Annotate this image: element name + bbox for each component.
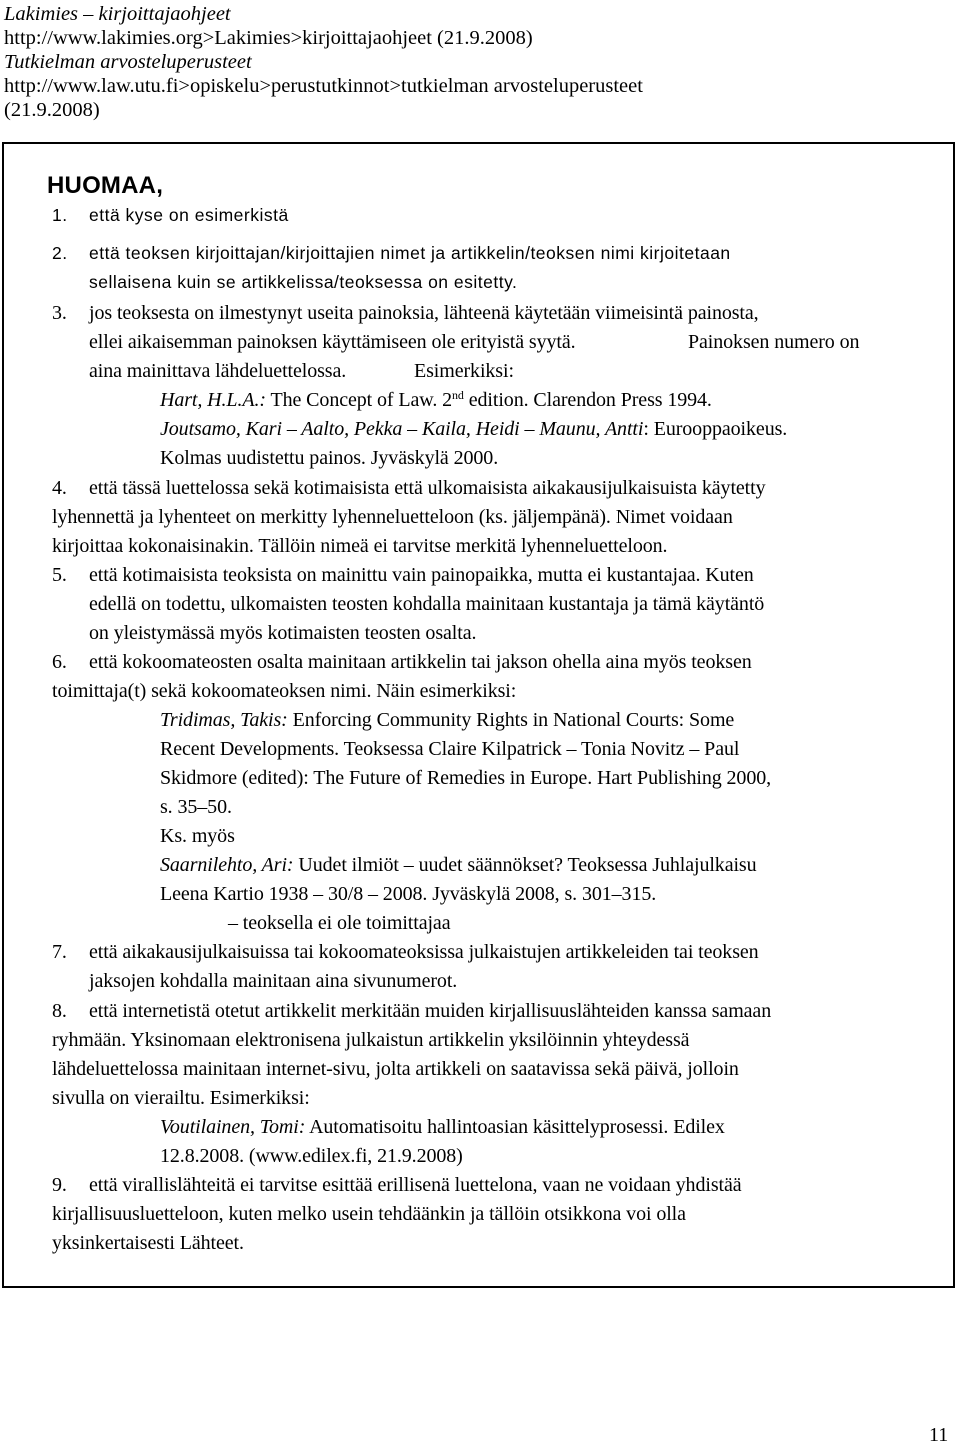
item-4-line-3: kirjoittaa kokonaisinakin. Tällöin nimeä ei tarvitse merkitä lyhenneluetteloon.	[52, 535, 668, 557]
item-number-5: 5.	[52, 564, 67, 586]
item-7-line-1: että aikakausijulkaisuissa tai kokoomateoksissa julkaistujen artikkeleiden tai teoksen	[89, 941, 759, 963]
example-tridimas: Tridimas, Takis: Enforcing Community Rights in National Courts: Some	[160, 709, 735, 731]
header-date: (21.9.2008)	[4, 99, 100, 121]
item-8-line-2: ryhmään. Yksinomaan elektronisena julkaistun artikkelin yksilöinnin yhteydessä	[52, 1029, 690, 1051]
page-number: 11	[929, 1424, 949, 1446]
example-voutilainen: Voutilainen, Tomi: Automatisoitu hallintoasian käsittelyprosessi. Edilex	[160, 1116, 725, 1138]
item-number-8: 8.	[52, 1000, 67, 1022]
see-also-label: Ks. myös	[160, 825, 235, 847]
item-4-line-1: että tässä luettelossa sekä kotimaisista että ulkomaisista aikakausijulkaisuista käytetty	[89, 477, 766, 499]
item-3-example-label: Esimerkiksi:	[414, 360, 514, 382]
item-2-line-1: että teoksen kirjoittajan/kirjoittajien nimet ja artikkelin/teoksen nimi kirjoitetaan	[89, 243, 731, 263]
item-3-line-2b: Painoksen numero on	[688, 331, 860, 353]
item-2-line-2: sellaisena kuin se artikkelissa/teoksessa on esitetty.	[89, 272, 518, 292]
header-journal-title: Lakimies – kirjoittajaohjeet	[4, 3, 231, 25]
item-3-line-3: aina mainittava lähdeluettelossa.	[89, 360, 347, 382]
item-number-6: 6.	[52, 651, 67, 673]
example-saarnilehto-line-2: Leena Kartio 1938 – 30/8 – 2008. Jyväskylä 2008, s. 301–315.	[160, 883, 657, 905]
item-3-line-2: ellei aikaisemman painoksen käyttämiseen ole erityistä syytä.	[89, 331, 576, 353]
item-1-text: että kyse on esimerkistä	[89, 205, 289, 225]
example-voutilainen-line-2: 12.8.2008. (www.edilex.fi, 21.9.2008)	[160, 1145, 463, 1167]
item-9-line-1: että virallislähteitä ei tarvitse esittää erillisenä luettelona, vaan ne voidaan yhdistää	[89, 1174, 742, 1196]
header-url-1: http://www.lakimies.org>Lakimies>kirjoittajaohjeet (21.9.2008)	[4, 27, 533, 49]
example-tridimas-line-4: s. 35–50.	[160, 796, 232, 818]
item-5-line-1: että kotimaisista teoksista on mainittu vain painopaikka, mutta ei kustantajaa. Kuten	[89, 564, 754, 586]
example-tridimas-line-2: Recent Developments. Teoksessa Claire Kilpatrick – Tonia Novitz – Paul	[160, 738, 740, 760]
item-number-3: 3.	[52, 302, 67, 324]
item-8-line-1: että internetistä otetut artikkelit merkitään muiden kirjallisuuslähteiden kanssa samaan	[89, 1000, 772, 1022]
item-3-line-1: jos teoksesta on ilmestynyt useita painoksia, lähteenä käytetään viimeisintä painosta,	[89, 302, 759, 324]
item-4-line-2: lyhennettä ja lyhenteet on merkitty lyhenneluetteloon (ks. jäljempänä). Nimet voidaan	[52, 506, 733, 528]
header-block	[4, 2, 944, 122]
item-5-line-2: edellä on todettu, ulkomaisten teosten kohdalla mainitaan kustantaja ja tämä käytäntö	[89, 593, 765, 615]
item-7-line-2: jaksojen kohdalla mainitaan aina sivunumerot.	[89, 970, 458, 992]
example-saarnilehto-note: – teoksella ei ole toimittajaa	[228, 912, 451, 934]
item-number-4: 4.	[52, 477, 67, 499]
example-joutsamo: Joutsamo, Kari – Aalto, Pekka – Kaila, Heidi – Maunu, Antti: Eurooppaoikeus.	[160, 418, 788, 440]
item-number-1: 1.	[52, 205, 68, 225]
item-number-9: 9.	[52, 1174, 67, 1196]
example-joutsamo-line-2: Kolmas uudistettu painos. Jyväskylä 2000.	[160, 447, 499, 469]
item-6-line-2: toimittaja(t) sekä kokoomateoksen nimi. Näin esimerkiksi:	[52, 680, 517, 702]
item-8-line-3: lähdeluettelossa mainitaan internet-sivu, jolta artikkeli on saatavissa sekä päivä, jolloin	[52, 1058, 739, 1080]
example-tridimas-line-3: Skidmore (edited): The Future of Remedies in Europe. Hart Publishing 2000,	[160, 767, 772, 789]
example-hart: Hart, H.L.A.: The Concept of Law. 2nd edition. Clarendon Press 1994.	[160, 388, 712, 411]
header-url-2: http://www.law.utu.fi>opiskelu>perustutkinnot>tutkielman arvosteluperusteet	[4, 75, 643, 97]
example-saarnilehto: Saarnilehto, Ari: Uudet ilmiöt – uudet säännökset? Teoksessa Juhlajulkaisu	[160, 854, 757, 876]
header-subtitle: Tutkielman arvosteluperusteet	[4, 51, 252, 73]
item-9-line-2: kirjallisuusluetteloon, kuten melko usein tehdäänkin ja tällöin otsikkona voi olla	[52, 1203, 686, 1225]
item-number-2: 2.	[52, 243, 68, 263]
item-5-line-3: on yleistymässä myös kotimaisten teosten osalta.	[89, 622, 477, 644]
item-8-line-4: sivulla on vierailtu. Esimerkiksi:	[52, 1087, 310, 1109]
item-9-line-3: yksinkertaisesti Lähteet.	[52, 1232, 244, 1254]
notice-title: HUOMAA,	[47, 172, 164, 199]
item-number-7: 7.	[52, 941, 67, 963]
item-6-line-1: että kokoomateosten osalta mainitaan artikkelin tai jakson ohella aina myös teoksen	[89, 651, 752, 673]
